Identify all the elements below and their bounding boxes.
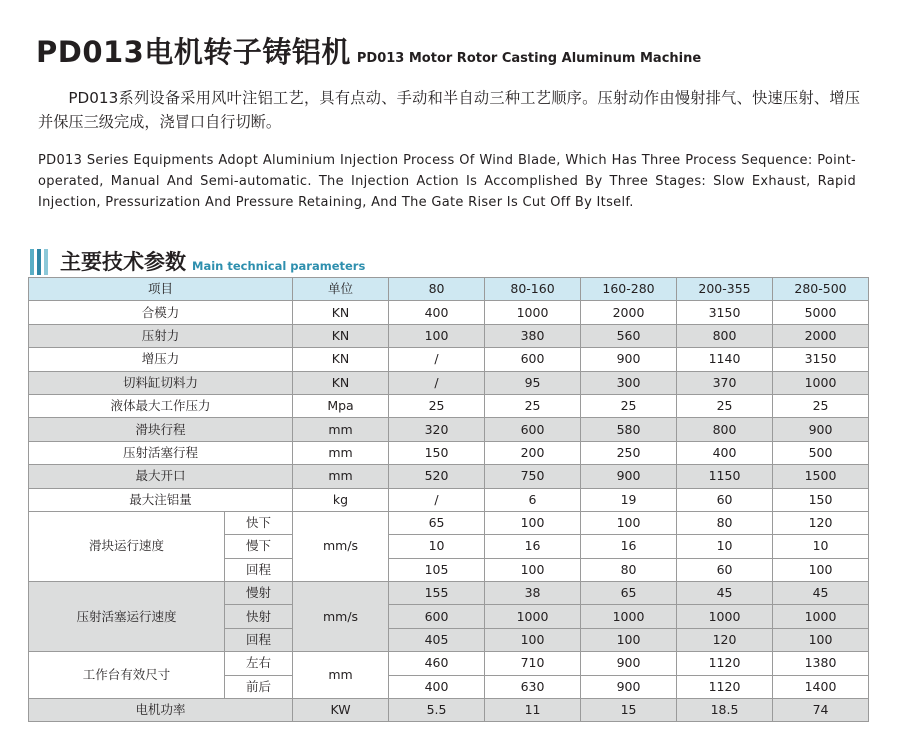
unit-cell: kg — [293, 488, 389, 511]
item-cell: 最大注铝量 — [29, 488, 293, 511]
value-cell: 16 — [581, 535, 677, 558]
section-title-english: Main technical parameters — [192, 259, 366, 273]
title-chinese: PD013电机转子铸铝机 — [36, 35, 351, 69]
unit-cell: KN — [293, 348, 389, 371]
value-cell: 25 — [389, 394, 485, 417]
value-cell: 19 — [581, 488, 677, 511]
table-row — [29, 465, 869, 488]
value-cell: 405 — [389, 628, 485, 651]
value-cell: 500 — [773, 441, 869, 464]
value-cell: 25 — [485, 394, 581, 417]
sub-item-cell: 快下 — [225, 511, 293, 534]
value-cell: 600 — [485, 348, 581, 371]
value-cell: 65 — [581, 582, 677, 605]
value-cell: 250 — [581, 441, 677, 464]
value-cell: 60 — [677, 488, 773, 511]
value-cell: 1380 — [773, 652, 869, 675]
value-cell: 100 — [773, 628, 869, 651]
header-cell: 200-355 — [677, 278, 773, 301]
value-cell: / — [389, 371, 485, 394]
value-cell: 1000 — [773, 605, 869, 628]
table-row — [29, 348, 869, 371]
value-cell: 38 — [485, 582, 581, 605]
value-cell: 1000 — [773, 371, 869, 394]
table-row — [29, 371, 869, 394]
value-cell: 60 — [677, 558, 773, 581]
value-cell: 74 — [773, 699, 869, 722]
unit-cell: KW — [293, 699, 389, 722]
item-cell: 压射力 — [29, 324, 293, 347]
item-cell: 合模力 — [29, 301, 293, 324]
value-cell: 25 — [773, 394, 869, 417]
section-bars-icon — [30, 249, 48, 275]
item-cell: 压射活塞行程 — [29, 441, 293, 464]
value-cell: 1000 — [485, 301, 581, 324]
value-cell: 1120 — [677, 675, 773, 698]
value-cell: 380 — [485, 324, 581, 347]
intro-chinese: PD013系列设备采用风叶注铝工艺，具有点动、手动和半自动三种工艺顺序。压射动作由慢射排气、快速压射、增压并保压三级完成，浇冒口自行切断。 — [38, 89, 860, 131]
value-cell: 45 — [773, 582, 869, 605]
value-cell: 1500 — [773, 465, 869, 488]
value-cell: 80 — [677, 511, 773, 534]
unit-cell: KN — [293, 324, 389, 347]
section-heading — [30, 247, 365, 275]
sub-item-cell: 快射 — [225, 605, 293, 628]
value-cell: 100 — [485, 558, 581, 581]
sub-item-cell: 左右 — [225, 652, 293, 675]
group-item-cell: 压射活塞运行速度 — [29, 582, 225, 652]
value-cell: 100 — [485, 628, 581, 651]
item-cell: 增压力 — [29, 348, 293, 371]
value-cell: 400 — [677, 441, 773, 464]
value-cell: 105 — [389, 558, 485, 581]
unit-cell: mm/s — [293, 582, 389, 652]
value-cell: 800 — [677, 418, 773, 441]
value-cell: 320 — [389, 418, 485, 441]
value-cell: 1400 — [773, 675, 869, 698]
value-cell: 3150 — [677, 301, 773, 324]
value-cell: 750 — [485, 465, 581, 488]
parameters-table — [28, 277, 869, 722]
value-cell: 65 — [389, 511, 485, 534]
value-cell: 710 — [485, 652, 581, 675]
value-cell: 900 — [581, 652, 677, 675]
value-cell: 18.5 — [677, 699, 773, 722]
section-title-chinese: 主要技术参数 — [60, 250, 186, 274]
item-cell: 液体最大工作压力 — [29, 394, 293, 417]
value-cell: 600 — [389, 605, 485, 628]
value-cell: 900 — [581, 465, 677, 488]
value-cell: 460 — [389, 652, 485, 675]
value-cell: 400 — [389, 675, 485, 698]
header-cell: 280-500 — [773, 278, 869, 301]
value-cell: 400 — [389, 301, 485, 324]
header-cell: 160-280 — [581, 278, 677, 301]
value-cell: 630 — [485, 675, 581, 698]
table-row — [29, 582, 869, 605]
value-cell: 2000 — [773, 324, 869, 347]
sub-item-cell: 前后 — [225, 675, 293, 698]
value-cell: 45 — [677, 582, 773, 605]
value-cell: 80 — [581, 558, 677, 581]
page-title — [36, 30, 701, 70]
value-cell: 2000 — [581, 301, 677, 324]
value-cell: 100 — [581, 511, 677, 534]
header-cell: 项目 — [29, 278, 293, 301]
item-cell: 切料缸切料力 — [29, 371, 293, 394]
table-row — [29, 488, 869, 511]
unit-cell: mm — [293, 418, 389, 441]
value-cell: 1120 — [677, 652, 773, 675]
value-cell: 15 — [581, 699, 677, 722]
value-cell: 25 — [677, 394, 773, 417]
value-cell: 10 — [389, 535, 485, 558]
unit-cell: Mpa — [293, 394, 389, 417]
table-row — [29, 301, 869, 324]
value-cell: 1150 — [677, 465, 773, 488]
title-english: PD013 Motor Rotor Casting Aluminum Machine — [356, 51, 702, 66]
value-cell: / — [389, 348, 485, 371]
value-cell: 25 — [581, 394, 677, 417]
value-cell: 120 — [677, 628, 773, 651]
value-cell: 150 — [773, 488, 869, 511]
table-row — [29, 511, 869, 534]
value-cell: 200 — [485, 441, 581, 464]
value-cell: 1000 — [485, 605, 581, 628]
value-cell: 900 — [581, 675, 677, 698]
value-cell: 95 — [485, 371, 581, 394]
table-row — [29, 652, 869, 675]
unit-cell: mm/s — [293, 511, 389, 581]
value-cell: 5000 — [773, 301, 869, 324]
value-cell: 560 — [581, 324, 677, 347]
value-cell: 100 — [773, 558, 869, 581]
unit-cell: mm — [293, 652, 389, 699]
value-cell: 900 — [581, 348, 677, 371]
value-cell: 16 — [485, 535, 581, 558]
table-header-row — [29, 278, 869, 301]
unit-cell: mm — [293, 465, 389, 488]
item-cell: 电机功率 — [29, 699, 293, 722]
header-cell: 80 — [389, 278, 485, 301]
value-cell: 150 — [389, 441, 485, 464]
unit-cell: KN — [293, 371, 389, 394]
value-cell: 10 — [773, 535, 869, 558]
value-cell: 1140 — [677, 348, 773, 371]
sub-item-cell: 慢下 — [225, 535, 293, 558]
value-cell: 370 — [677, 371, 773, 394]
sub-item-cell: 慢射 — [225, 582, 293, 605]
value-cell: 600 — [485, 418, 581, 441]
unit-cell: mm — [293, 441, 389, 464]
value-cell: 10 — [677, 535, 773, 558]
group-item-cell: 工作台有效尺寸 — [29, 652, 225, 699]
sub-item-cell: 回程 — [225, 558, 293, 581]
header-cell: 单位 — [293, 278, 389, 301]
table-row — [29, 418, 869, 441]
value-cell: 11 — [485, 699, 581, 722]
value-cell: 1000 — [581, 605, 677, 628]
value-cell: 5.5 — [389, 699, 485, 722]
table-row — [29, 324, 869, 347]
group-item-cell: 滑块运行速度 — [29, 511, 225, 581]
unit-cell: KN — [293, 301, 389, 324]
value-cell: 300 — [581, 371, 677, 394]
value-cell: 100 — [485, 511, 581, 534]
table-row — [29, 441, 869, 464]
header-cell: 80-160 — [485, 278, 581, 301]
sub-item-cell: 回程 — [225, 628, 293, 651]
value-cell: 520 — [389, 465, 485, 488]
table-row — [29, 699, 869, 722]
item-cell: 最大开口 — [29, 465, 293, 488]
value-cell: 1000 — [677, 605, 773, 628]
intro-english: PD013 Series Equipments Adopt Aluminium Injection Process Of Wind Blade, Which Has Three Process Sequence: Point-operated, Manual And Semi-automatic. The Injection Action Is Accomplished By Three Stages: Slow Exhaust, Rapid Injection, Pressurization And Pressure Retaining, And The Gate Riser Is Cut Off By Itself. — [38, 153, 856, 210]
value-cell: / — [389, 488, 485, 511]
value-cell: 580 — [581, 418, 677, 441]
item-cell: 滑块行程 — [29, 418, 293, 441]
value-cell: 900 — [773, 418, 869, 441]
table-row — [29, 394, 869, 417]
value-cell: 6 — [485, 488, 581, 511]
value-cell: 120 — [773, 511, 869, 534]
value-cell: 3150 — [773, 348, 869, 371]
value-cell: 100 — [389, 324, 485, 347]
value-cell: 155 — [389, 582, 485, 605]
value-cell: 800 — [677, 324, 773, 347]
value-cell: 100 — [581, 628, 677, 651]
